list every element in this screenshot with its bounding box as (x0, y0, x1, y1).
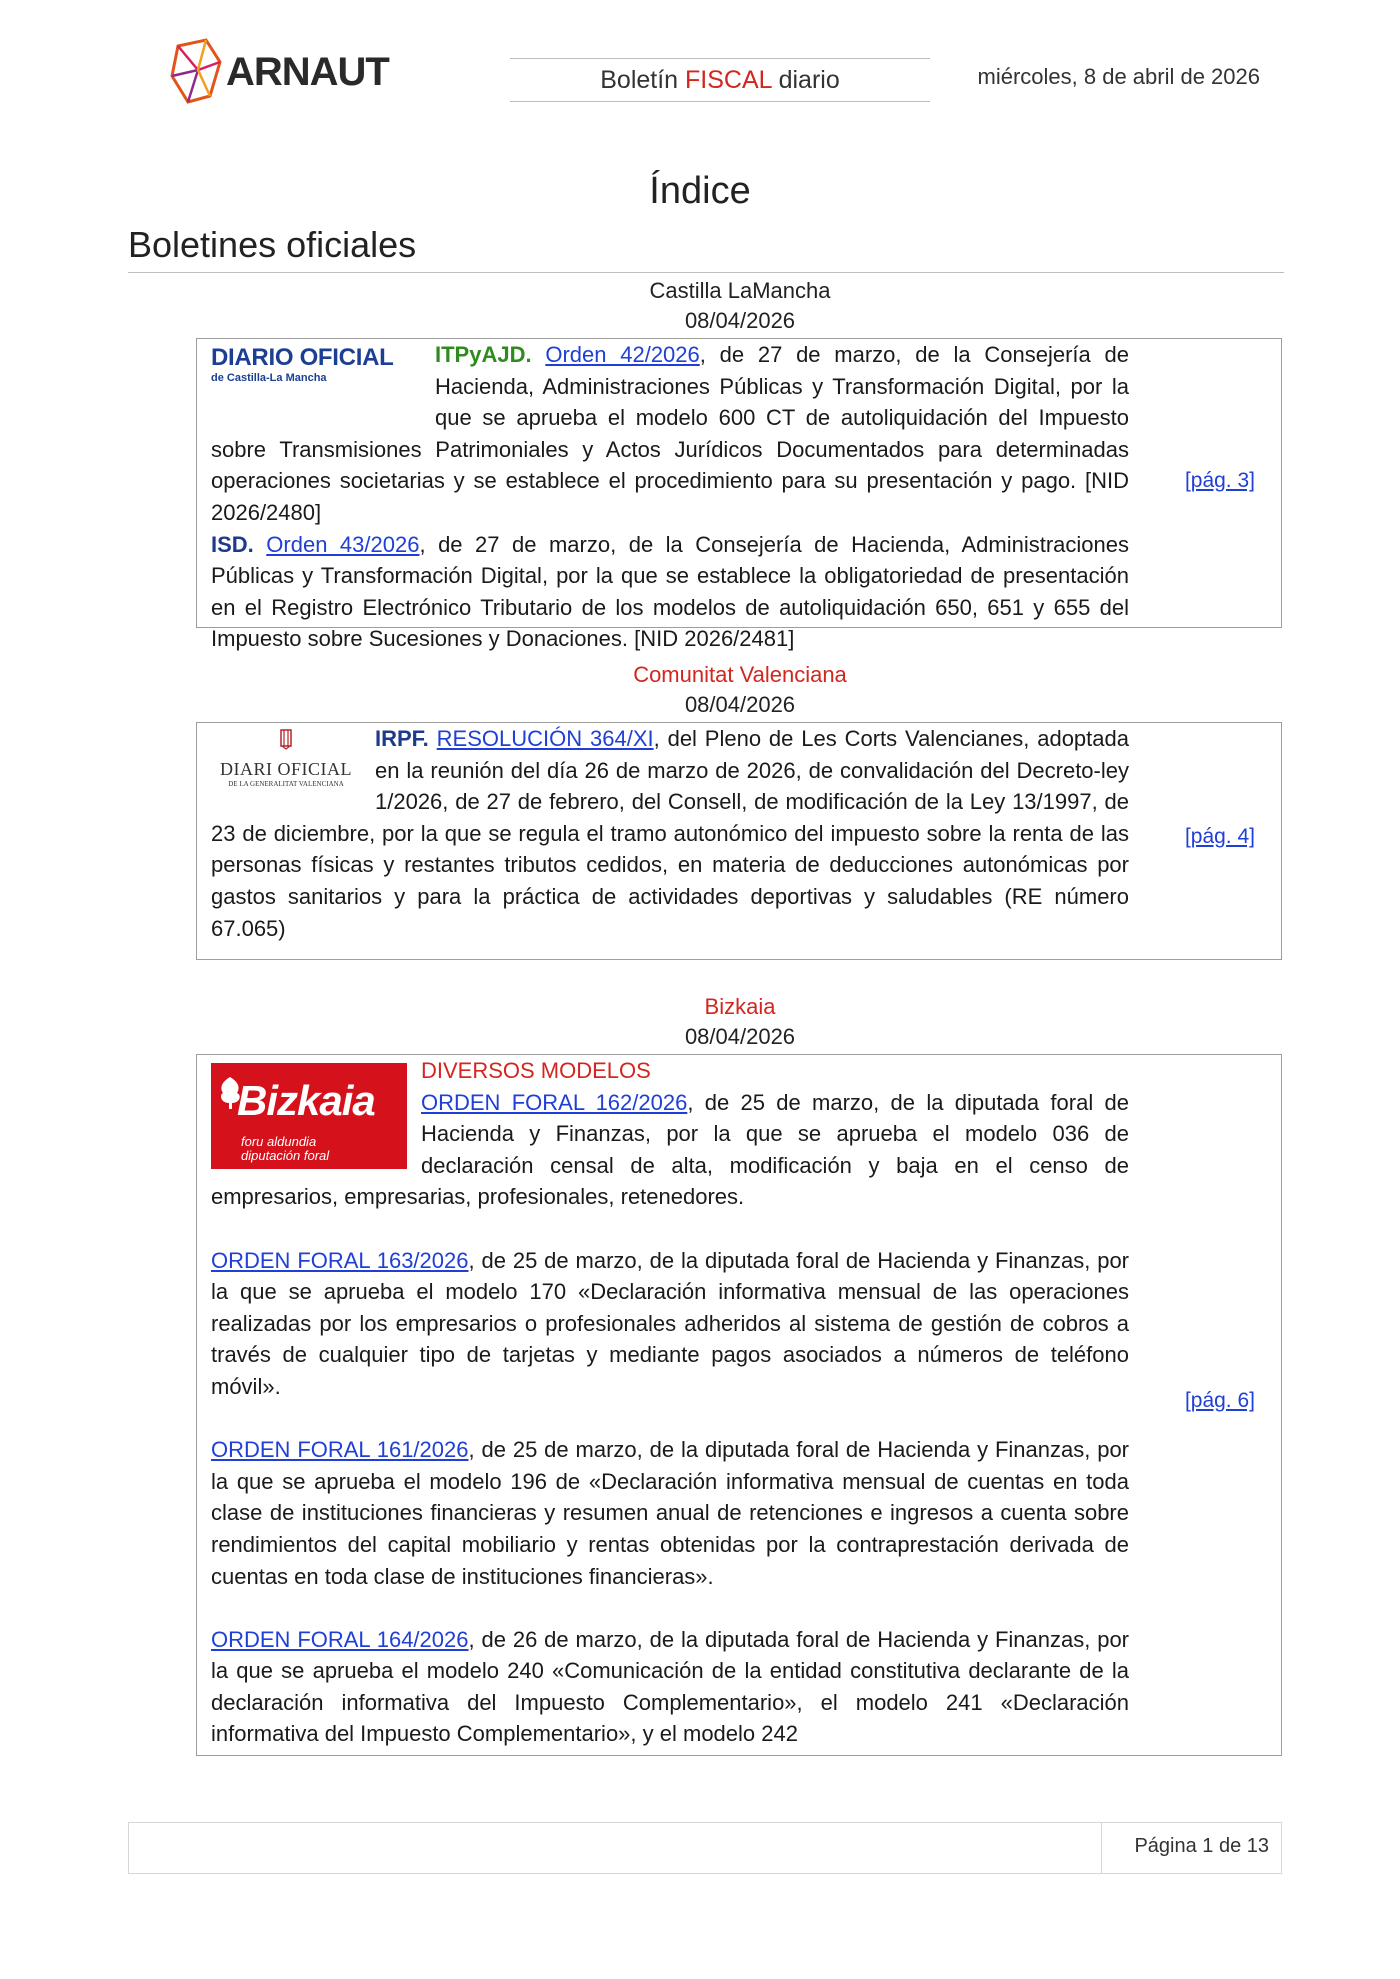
orden-43-2026-link[interactable]: Orden 43/2026 (266, 531, 420, 557)
spacer (211, 1213, 1129, 1245)
orden-foral-163-2026-link[interactable]: ORDEN FORAL 163/2026 (211, 1247, 469, 1273)
title-prefix: Boletín (600, 66, 686, 94)
region-date: 08/04/2026 (684, 308, 796, 333)
entry-body (211, 723, 1129, 944)
resolucion-364-xi-link[interactable]: RESOLUCIÓN 364/XI (436, 726, 654, 751)
item-text: , de 26 de marzo, de la diputada foral de Hacienda y Finanzas, por la que se aprueba el modelo 240 «Comunicación de la entidad constitutiva declarante de la declaración informativa del Impuesto Complementario», el modelo 241 «Declaración informativa del Impuesto Complementario», y el modelo 242 (211, 1626, 1130, 1747)
item-text: , de 25 de marzo, de la diputada foral de Hacienda y Finanzas, por la que se aprueba el modelo 170 «Declaración informativa mensual de las operaciones realizadas por los empresarios o profesionales adheridos al sistema de gestión de cobros a través de cualquier tipo de tarjetas y mediante pagos asociados a números de teléfono móvil». (211, 1247, 1130, 1399)
header-date: miércoles, 8 de abril de 2026 (977, 64, 1260, 89)
region-date: 08/04/2026 (684, 692, 796, 717)
orden-foral-162-2026-link[interactable]: ORDEN FORAL 162/2026 (421, 1089, 688, 1115)
list-item (211, 1245, 1129, 1403)
diari-oficial-gva-logo (211, 723, 361, 789)
item-text: , del Pleno de Les Corts Valencianes, adoptada en la reunión del día 26 de marzo de 2026, de convalidación del Decreto-ley 1/2026, de 27 de febrero, del Consell, de modificación de la Ley 13/1997, de 23 de diciembre, por la que se regula el tramo autonómico del impuesto sobre la renta de las personas físicas y restantes tributos cedidos, en materia de deducciones autonómicas por gastos sanitarios y para la práctica de actividades deportivas y saludables (RE número 67.065) (211, 726, 1129, 941)
region-header-bizkaia (196, 992, 1284, 1052)
footer-divider (1101, 1823, 1102, 1873)
section-title: Boletines oficiales (128, 224, 1284, 273)
orden-42-2026-link[interactable]: Orden 42/2026 (545, 342, 700, 367)
entry-comunitat-valenciana (196, 722, 1282, 960)
entry-castilla-la-mancha (196, 338, 1282, 652)
logo-line1: Bizkaia (237, 1077, 375, 1124)
entry-body (211, 1055, 1129, 1750)
page-number: Página 1 de 13 (1134, 1835, 1269, 1857)
item-text: , de 25 de marzo, de la diputada foral de Hacienda y Finanzas, por la que se aprueba el modelo 036 de declaración censal de alta, modificación y baja en el censo de empresarios, empresarias, profesionales, retenedores. (211, 1089, 1129, 1210)
logo-line1: DIARI OFICIAL (220, 758, 352, 779)
tax-tag: ISD. (211, 531, 254, 557)
arnaut-logo (168, 36, 428, 116)
region-header-castilla-la-mancha (196, 276, 1284, 336)
list-item (211, 529, 1129, 655)
spacer (211, 1403, 1129, 1435)
item-text: , de 25 de marzo, de la diputada foral de Hacienda y Finanzas, por la que se aprueba el modelo 196 de «Declaración informativa mensual de cuentas en toda clase de instituciones financieras y resumen anual de retenciones e ingresos a cuenta sobre rendimientos del capital mobiliario y rentas obtenidas por la contraprestación derivada de cuentas en toda clase de instituciones financieras». (211, 1437, 1130, 1589)
page-ref-link[interactable]: [pág. 4] (1184, 825, 1255, 848)
page-ref-link[interactable]: [pág. 3] (1184, 469, 1255, 492)
logo-line2: foru aldundia (241, 1134, 317, 1149)
title-suffix: diario (771, 66, 840, 94)
region-name: Bizkaia (704, 994, 776, 1019)
page-ref-link[interactable]: [pág. 6] (1184, 1389, 1255, 1412)
arnaut-logo-text: ARNAUT (226, 50, 389, 94)
list-item (211, 1434, 1129, 1592)
group-heading: DIVERSOS MODELOS (421, 1058, 651, 1083)
entry-bizkaia (196, 1054, 1282, 1756)
region-name: Comunitat Valenciana (633, 662, 847, 687)
newsletter-title (510, 58, 930, 102)
spacer (211, 1592, 1129, 1624)
logo-line2: DE LA GENERALITAT VALENCIANA (228, 779, 344, 788)
logo-line3: diputación foral (241, 1148, 330, 1163)
list-item (211, 1624, 1129, 1750)
entry-body (211, 339, 1129, 655)
region-name: Castilla LaMancha (649, 278, 831, 303)
bizkaia-logo (211, 1063, 407, 1169)
page-footer (128, 1822, 1282, 1874)
orden-foral-161-2026-link[interactable]: ORDEN FORAL 161/2026 (211, 1437, 469, 1463)
tax-tag: IRPF. (375, 726, 429, 751)
index-title: Índice (649, 170, 751, 212)
gva-crest-icon (276, 728, 296, 750)
region-header-comunitat-valenciana (196, 660, 1284, 720)
item-text: , de 27 de marzo, de la Consejería de Hacienda, Administraciones Públicas y Transformación Digital, por la que se aprueba el modelo 600 CT de autoliquidación del Impuesto sobre Transmisiones Patrimoniales y Actos Jurídicos Documentados para determinadas operaciones societarias y se establece el procedimiento para su presentación y pago. [NID 2026/2480] (211, 342, 1129, 525)
region-date: 08/04/2026 (684, 1024, 796, 1049)
item-text: , de 27 de marzo, de la Consejería de Hacienda, Administraciones Públicas y Transformación Digital, por la que se establece la obligatoriedad de presentación en el Registro Electrónico Tributario de los modelos de autoliquidación 650, 651 y 655 del Impuesto sobre Sucesiones y Donaciones. [NID 2026/2481] (211, 531, 1129, 652)
diario-oficial-clm-logo (211, 339, 421, 403)
title-highlight: FISCAL (685, 66, 772, 94)
logo-line2: de Castilla-La Mancha (211, 372, 327, 384)
arnaut-logo-mark-icon (168, 36, 224, 108)
tax-tag: ITPyAJD. (435, 342, 532, 367)
orden-foral-164-2026-link[interactable]: ORDEN FORAL 164/2026 (211, 1626, 469, 1652)
logo-line1: DIARIO OFICIAL (211, 344, 394, 371)
